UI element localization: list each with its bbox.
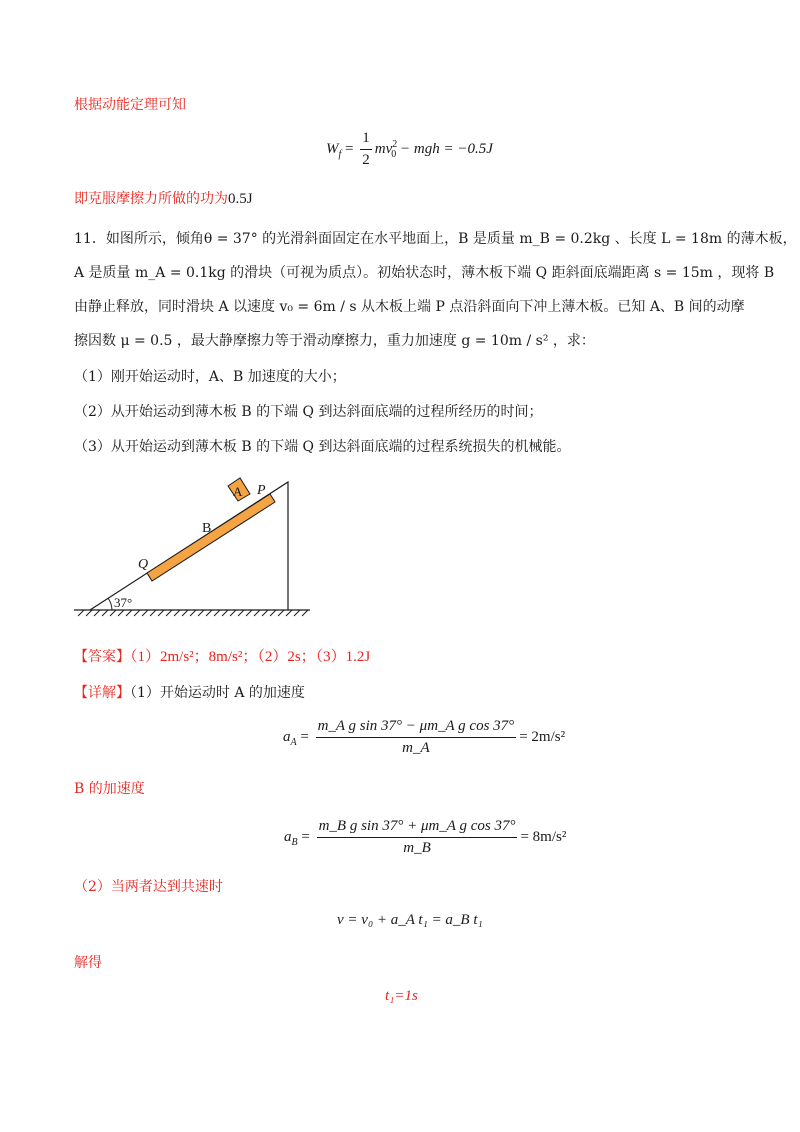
problem-line-2: A 是质量 m_A = 0.1kg 的滑块（可视为质点）。初始状态时，薄木板下端 Q 距斜面底端距离 s = 15m ，现将 B — [74, 265, 775, 281]
problem-line-4: 擦因数 μ = 0.5 ，最大静摩擦力等于滑动摩擦力，重力加速度 g = 10m / s² ，求： — [74, 333, 595, 349]
ground-hatching — [78, 610, 308, 616]
kinetic-theorem-intro: 根据动能定理可知 — [74, 97, 186, 113]
result-t1: t₁=1s — [385, 988, 418, 1004]
label-q: Q — [138, 557, 149, 572]
board-b — [147, 494, 275, 581]
detail-line — [74, 682, 305, 702]
b-accel-label: B 的加速度 — [74, 781, 145, 797]
problem-line-1: 11．如图所示，倾角θ = 37° 的光滑斜面固定在水平地面上，B 是质量 m_B = 0.2kg 、长度 L = 18m 的薄木板， — [74, 231, 797, 247]
label-a: A — [233, 484, 243, 499]
formula-b-accel: $a_B$ = $\frac{\text{m\_B g sin 37° + μm\_A g cos 37°}}{m\_B}$ = 8m/s² — [284, 818, 567, 856]
part2-text: （2）当两者达到共速时 — [74, 879, 223, 895]
angle-arc — [108, 598, 112, 610]
formula-a-accel: $a_A$ = $\frac{\text{m\_A g sin 37° − μm\_A g cos 37°}}{m\_A}$ = 2m/s² — [283, 718, 566, 756]
angle-label: 37° — [114, 595, 133, 610]
work-conclusion: 即克服摩擦力所做的功为0.5J — [74, 191, 253, 207]
question-2: （2）从开始运动到薄木板 B 的下端 Q 到达斜面底端的过程所经历的时间； — [74, 404, 543, 420]
label-b: B — [202, 521, 212, 536]
work-formula: $W_f$ = $\frac{1}{2}$ $mv^2_0$ − mgh = −0.5J — [326, 130, 493, 168]
solve-label: 解得 — [74, 955, 102, 971]
formula-common-velocity: v = v₀ + a_A t₁ = a_B t₁ — [337, 912, 483, 928]
answer-tag: 【答案】 — [74, 649, 130, 665]
answer-text: （1）2m/s²；8m/s²；（2）2s；（3）1.2J — [130, 649, 371, 665]
question-3: （3）从开始运动到薄木板 B 的下端 Q 到达斜面底端的过程系统损失的机械能。 — [74, 439, 571, 455]
label-p: P — [257, 483, 266, 498]
problem-line-3: 由静止释放，同时滑块 A 以速度 v₀ = 6m / s 从木板上端 P 点沿斜面向下冲上薄木板。已知 A、B 间的动摩 — [74, 299, 745, 315]
detail-text: （1）开始运动时 A 的加速度 — [130, 685, 305, 701]
incline-figure — [60, 470, 320, 630]
detail-tag: 【详解】 — [74, 685, 130, 701]
question-1: （1）刚开始运动时，A、B 加速度的大小； — [74, 369, 346, 385]
answer-line — [74, 645, 370, 666]
